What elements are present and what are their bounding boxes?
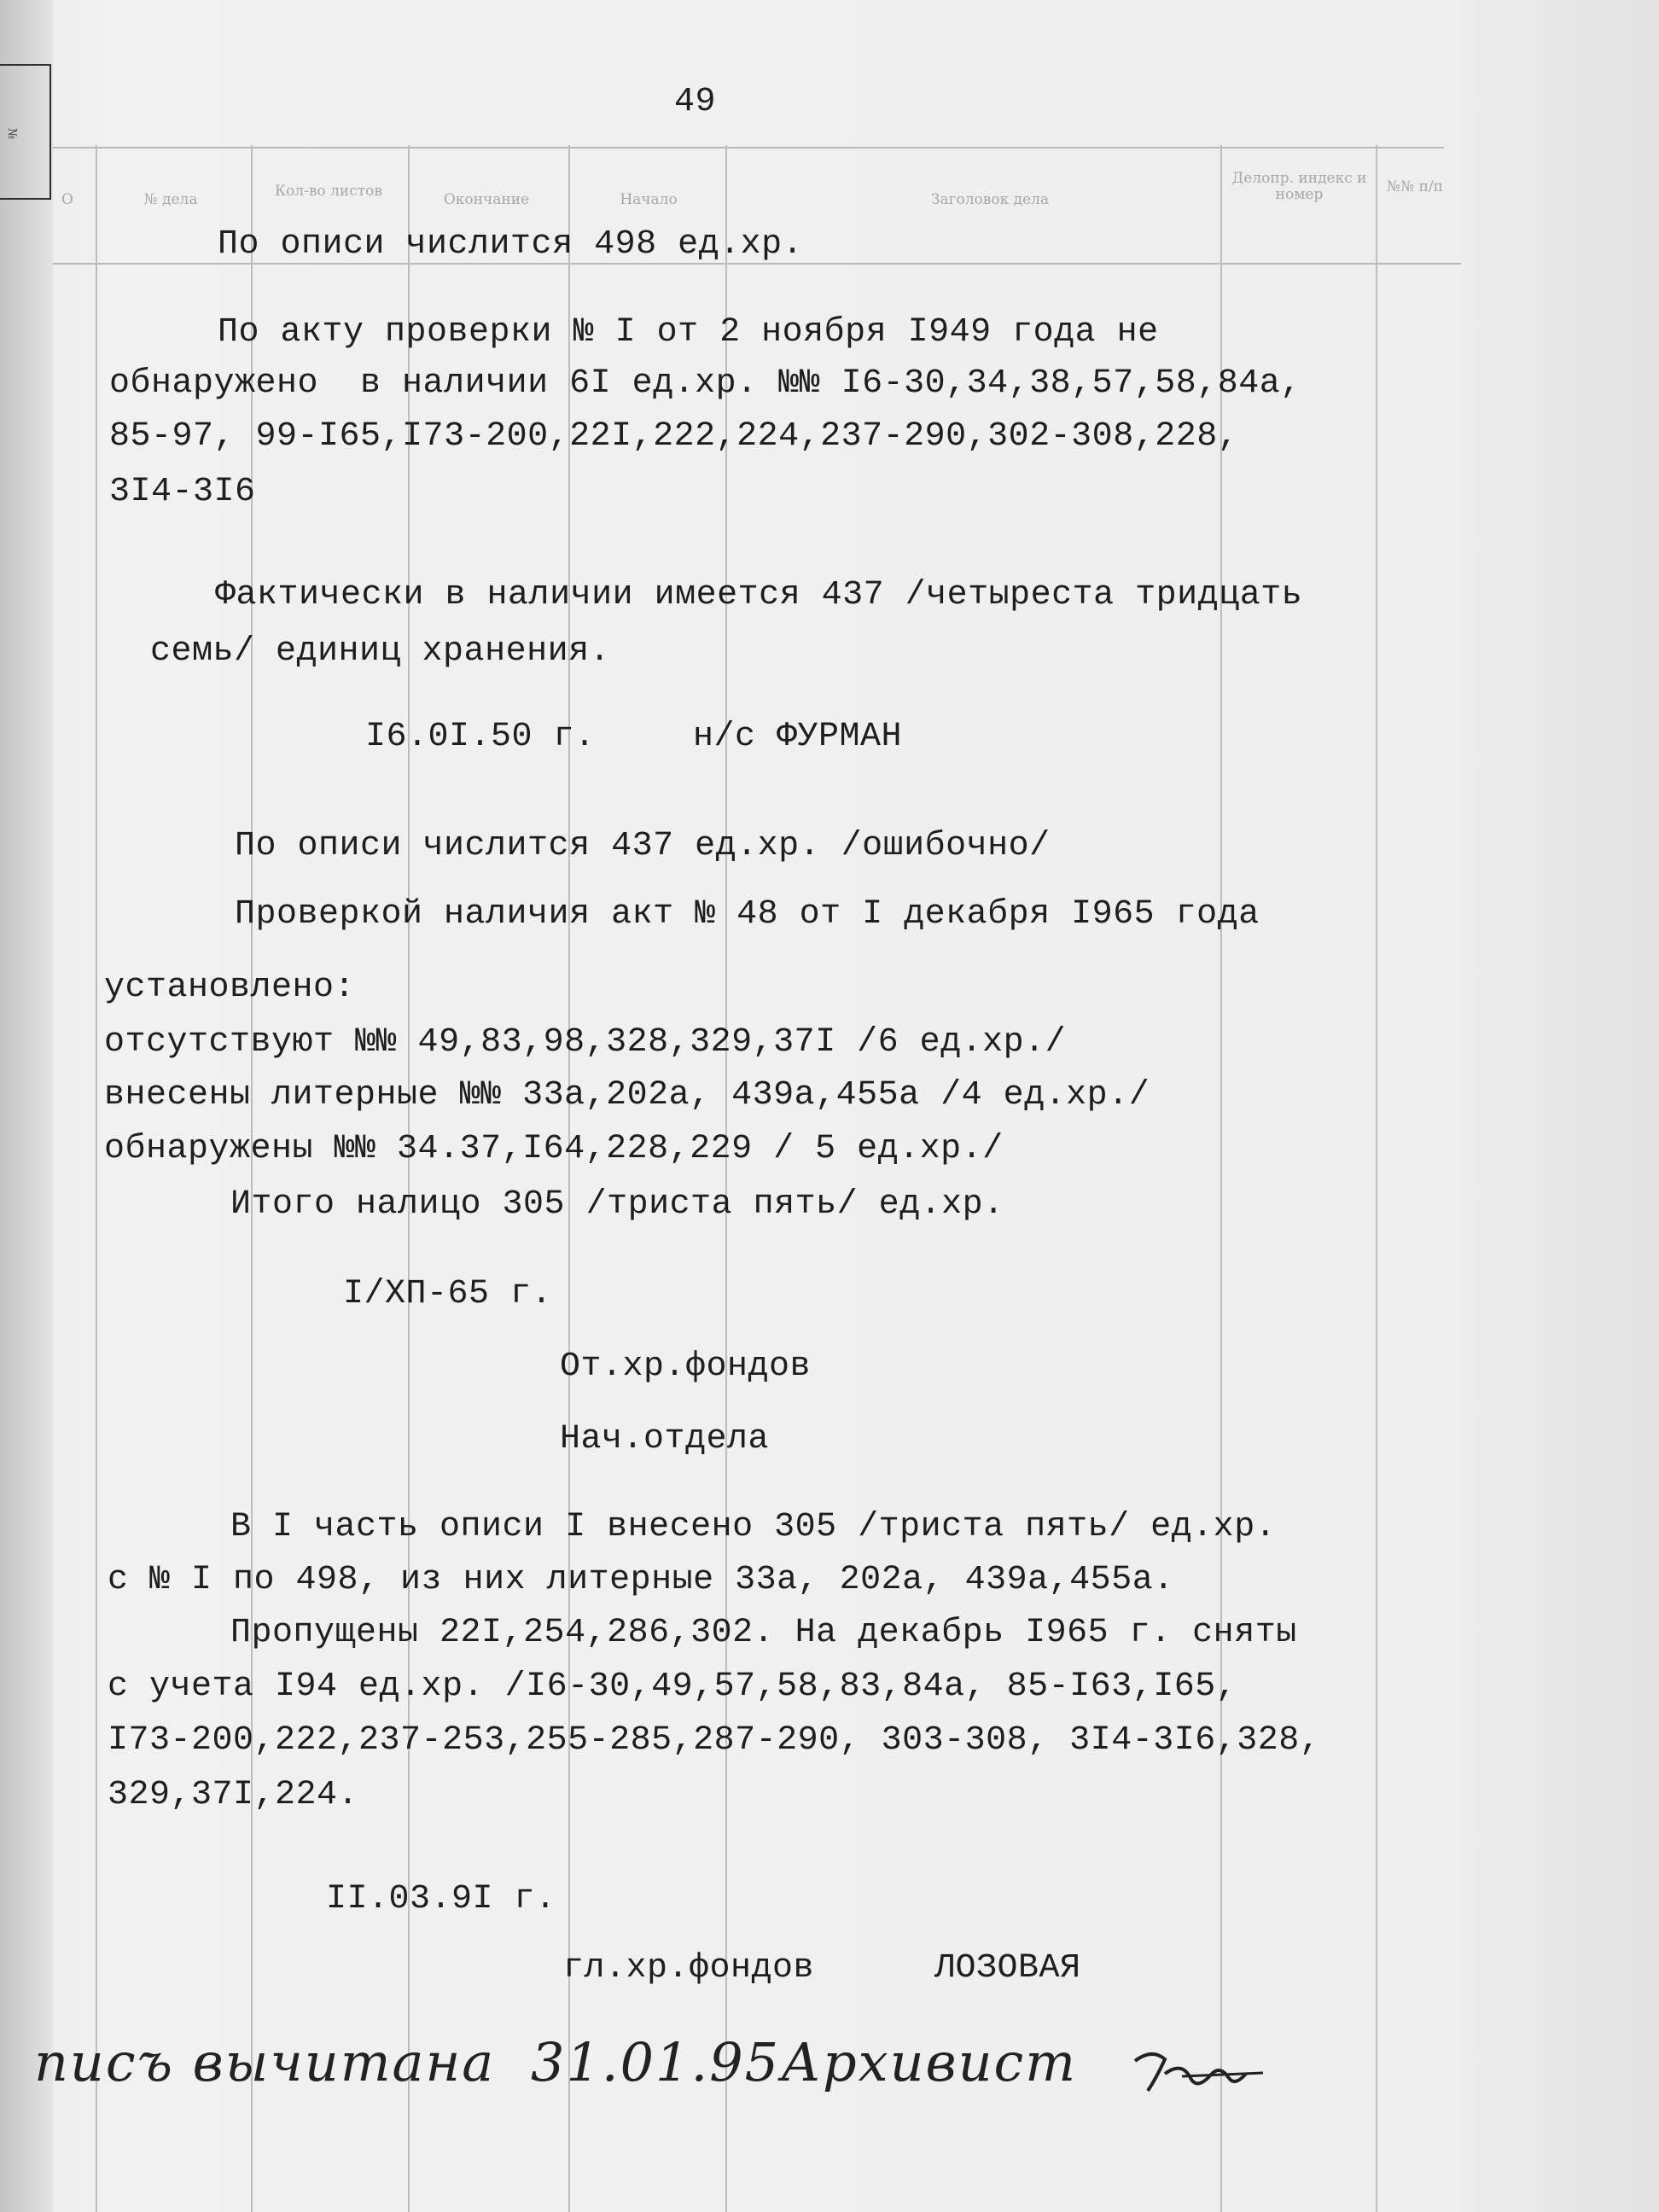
handwritten-title: Архивист: [781, 2031, 1078, 2093]
text-line: обнаружено в наличии 6I ед.хр. №№ I6-30,34,38,57,58,84а,: [109, 364, 1301, 403]
date-line: I/ХП-65 г.: [343, 1275, 553, 1313]
text-line: обнаружены №№ 34.37,I64,228,229 / 5 ед.хр./: [104, 1130, 1004, 1168]
form-header-label: О: [61, 191, 73, 208]
text-line: По описи числится 437 ед.хр. /ошибочно/: [235, 827, 1051, 865]
form-top-rule: [53, 147, 1444, 148]
text-line: с № I по 498, из них литерные 33а, 202а, 439а,455а.: [108, 1561, 1174, 1599]
signature-title: гл.хр.фондов: [563, 1949, 815, 1988]
form-column-line: [96, 145, 97, 2212]
text-line: 329,37I,224.: [108, 1776, 359, 1814]
signature-line: Нач.отдела: [560, 1420, 770, 1458]
form-column-line: [1376, 145, 1377, 2212]
text-line: В I часть описи I внесено 305 /триста пять/ ед.хр.: [230, 1508, 1277, 1546]
handwritten-note: писъ вычитана: [34, 2031, 496, 2093]
date-line: I6.0I.50 г.: [365, 718, 596, 756]
text-line: По акту проверки № I от 2 ноября I949 года не: [218, 313, 1159, 352]
signature-line: От.хр.фондов: [560, 1348, 812, 1386]
form-header-label: № дела: [143, 191, 198, 208]
form-header-label: Заголовок дела: [930, 191, 1050, 208]
binding-margin: [0, 0, 53, 2212]
text-line: Пропущены 22I,254,286,302. На декабрь I965 г. сняты: [230, 1614, 1297, 1652]
signature-line: н/с ФУРМАН: [693, 718, 903, 756]
text-line: установлено:: [104, 969, 356, 1007]
text-line: 3I4-3I6: [109, 473, 256, 511]
text-line: Фактически в наличии имеется 437 /четыреста тридцать: [215, 576, 1303, 614]
date-line: II.03.9I г.: [326, 1880, 556, 1918]
form-header-label: Делопр. индекс и номер: [1231, 170, 1367, 203]
handwritten-signature: [1131, 2044, 1267, 2104]
text-line: По описи числится 498 ед.хр.: [218, 225, 804, 264]
page-number: 49: [674, 83, 717, 121]
form-header-label: Окончание: [443, 191, 530, 208]
text-line: семь/ единиц хранения.: [150, 632, 611, 671]
form-header-label: №№ п/п: [1387, 178, 1443, 195]
text-line: Итого налицо 305 /триста пять/ ед.хр.: [230, 1185, 1004, 1224]
text-line: 85-97, 99-I65,I73-200,22I,222,224,237-290,302-308,228,: [109, 417, 1239, 456]
text-line: внесены литерные №№ 33а,202а, 439а,455а /4 ед.хр./: [104, 1076, 1150, 1115]
text-line: I73-200,222,237-253,255-285,287-290, 303-308, 3I4-3I6,328,: [108, 1721, 1321, 1760]
handwritten-date: 31.01.95: [531, 2031, 781, 2093]
text-line: отсутствуют №№ 49,83,98,328,329,37I /6 ед.хр./: [104, 1023, 1067, 1062]
margin-label: №: [5, 128, 19, 140]
text-line: Проверкой наличия акт № 48 от I декабря I965 года: [235, 895, 1260, 934]
form-header-label: Кол-во листов: [274, 183, 382, 200]
signature-name: ЛОЗОВАЯ: [934, 1949, 1081, 1988]
form-header-label: Начало: [620, 191, 678, 208]
text-line: с учета I94 ед.хр. /I6-30,49,57,58,83,84а, 85-I63,I65,: [108, 1668, 1237, 1706]
